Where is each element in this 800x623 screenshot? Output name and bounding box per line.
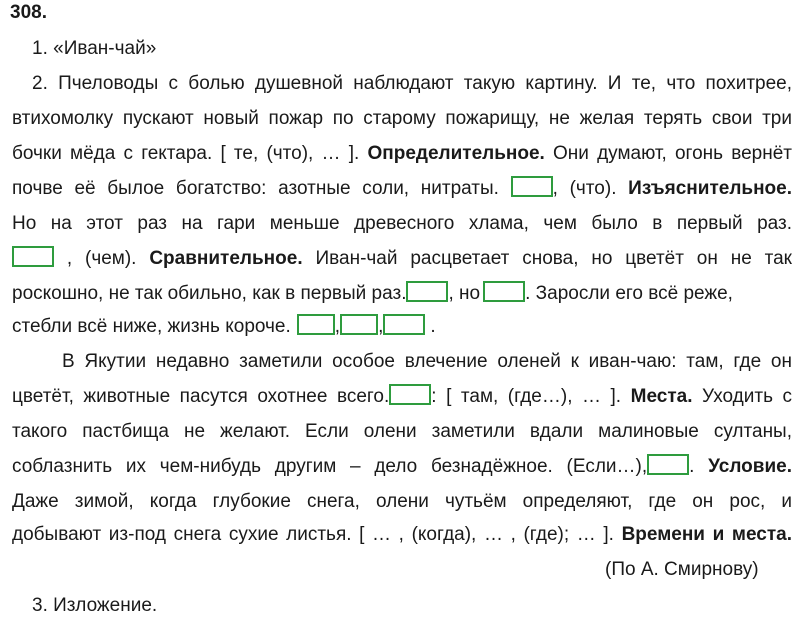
text-line: такого пастбища не желают. Если олени заметили вдали малиновые султаны, bbox=[12, 421, 792, 442]
text-line: бочки мёда с гектара. [ те, (что), … ]. Определительное. Они думают, огонь вернёт bbox=[12, 143, 792, 164]
attribution: (По А. Смирнову) bbox=[605, 559, 759, 580]
text-line: стебли всё ниже, жизнь короче. , , . bbox=[12, 316, 436, 337]
answer-box[interactable] bbox=[511, 176, 553, 197]
answer-box[interactable] bbox=[406, 281, 448, 302]
text-line: почве её былое богатство: азотные соли, нитраты. , (что). Изъяснительное. bbox=[12, 178, 793, 199]
item-1-title: 1. «Иван-чай» bbox=[32, 38, 157, 59]
answer-box[interactable] bbox=[383, 314, 425, 335]
answer-box[interactable] bbox=[297, 314, 335, 335]
text-line: цветёт, животные пасутся охотнее всего. : [ там, (где…), … ]. Места. Уходить с bbox=[12, 386, 793, 407]
clause-type-label: Места. bbox=[630, 386, 693, 407]
text-line: соблазнить их чем-нибудь другим – дело безнадёжное. (Если…), . Условие. bbox=[12, 456, 792, 477]
answer-box[interactable] bbox=[12, 246, 54, 267]
clause-type-label: Изъяснительное. bbox=[628, 178, 793, 199]
text-line: Даже зимой, когда глубокие снега, олени чутьём определяют, где он рос, и bbox=[12, 491, 792, 512]
answer-box[interactable] bbox=[483, 281, 525, 302]
answer-box[interactable] bbox=[389, 384, 431, 405]
text-line: , (чем). Сравнительное. Иван-чай расцветает снова, но цветёт он не так bbox=[12, 247, 792, 271]
clause-type-label: Сравнительное. bbox=[149, 248, 303, 269]
item-3-title: 3. Изложение. bbox=[32, 595, 158, 616]
text-line: Но на этот раз на гари меньше древесного хлама, чем было в первый раз. bbox=[12, 213, 792, 234]
text-line: роскошно, не так обильно, как в первый раз. , но . Заросли его всё реже, bbox=[12, 283, 733, 304]
text-line: 2. Пчеловоды с болью душевной наблюдают такую картину. И те, что похитрее, bbox=[32, 73, 792, 94]
exercise-number: 308. bbox=[10, 2, 47, 23]
clause-type-label: Условие. bbox=[708, 456, 792, 477]
answer-box[interactable] bbox=[647, 454, 689, 475]
text-line: В Якутии недавно заметили особое влечение оленей к иван-чаю: там, где он bbox=[62, 351, 792, 372]
clause-type-label: Времени и места. bbox=[621, 524, 792, 545]
text-line: добывают из-под снега сухие листья. [ … , (когда), … , (где); … ]. Времени и места. bbox=[12, 524, 792, 545]
clause-type-label: Определительное. bbox=[367, 143, 545, 164]
answer-box[interactable] bbox=[340, 314, 378, 335]
text-line: втихомолку пускают новый пожар по старому пожарищу, не желая терять свои три bbox=[12, 108, 792, 129]
